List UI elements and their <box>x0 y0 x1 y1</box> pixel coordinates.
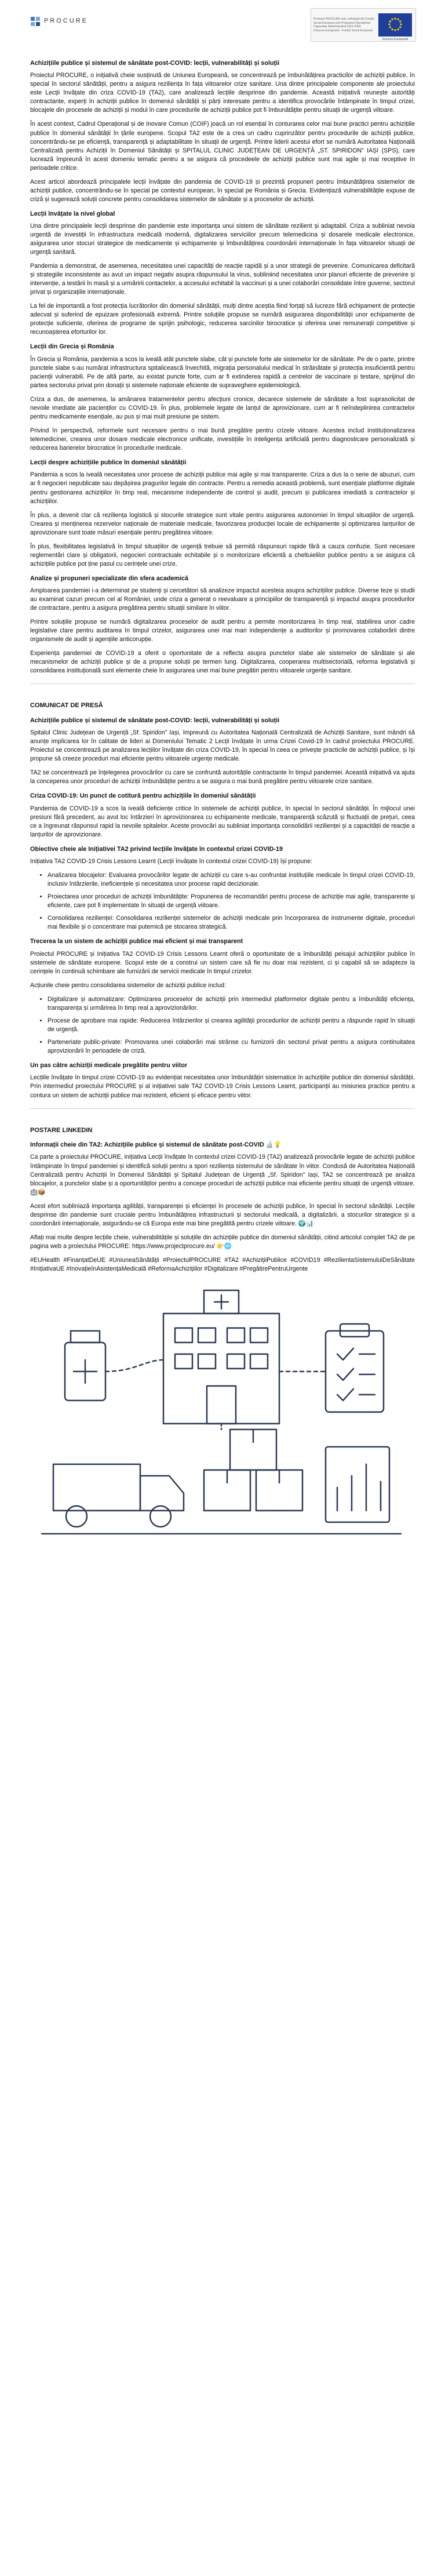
linkedin-paragraph: Acest efort subliniază importanța agilității, transparenței și eficienței în procesele de achiziții publice, în special în sectorul sănătății. Lecțiile desprinse din pandemie sunt cruciale pentru îmbunătățirea infrastructurii și sectorului medicală, a digitalizării, a stocurilor strategice și a coordonării internaționale, asigurându-se că Europa este mai bine pregătită pentru crizele viitoare. 🌍📊 <box>30 1202 415 1227</box>
press-paragraph: Pandemia de COVID-19 a scos la iveală deficiențe critice în sistemele de achiziții publice, în special în sectorul sănătății. În mijlocul unei presiuni fără precedent, au avut loc întârzieri în aprovizionarea cu echipamente medicale, transparență scăzută și fluctuații de prețuri, ceea ce a îngreunat răspunsul rapid la nevoile spitalelor. Aceste provocări au subliniat importanța consolidării rezilienței și a capacității de reacție a lanțurilor de aprovizionare. <box>30 805 415 838</box>
list-item: • Analizarea blocajelor: Evaluarea provocărilor legate de achiziții cu care s-au confruntat instituțiile medicale în timpul crizei COVID-19, inclusiv întârzierile, ineficiențele și necesitatea unor procese rapid decizionale. <box>48 871 415 889</box>
procurement-paragraph: În plus, a devenit clar că reziliența logistică și stocurile strategice sunt vitale pentru asigurarea autonomiei în timpul situațiilor de urgență. Crearea și menținerea rezervelor naționale de materiale medicale, favorizarea producției locale de echipamente și optimizarea lanțurilor de aprovizionare sunt toate măsuri esențiale pentru pregătirea viitoare. <box>30 511 415 536</box>
global-paragraph: La fel de importantă a fost protecția lucrătorilor din domeniul sănătății, mulți dintre aceștia fiind forțați să lucreze fără echipament de protecție adecvat și suferind de epuizare profesională extremă. Printre soluțiile propuse se numără asigurarea disponibilității unor echipamente de protecție suficiente, oferirea de programe de sprijin psihologic, reducerea sarcinilor birocratice și oferirea unei remunerații competitive și recunoașterea eforturilor lor. <box>30 303 415 336</box>
linkedin-post-heading: POSTARE LINKEDIN <box>30 1126 93 1134</box>
linkedin-paragraph: Aflați mai multe despre lecțiile cheie, vulnerabilitățile și soluțiile din achizițiile publice din domeniul sănătății, citind articolul complet TA2 de pe pagina web a proiectului PROCURE: https://www.projectprocure.eu/ 👉🌐 <box>30 1234 415 1250</box>
objectives-list <box>30 871 415 932</box>
heading-academic-analysis: Analize și propuneri specializate din sfera academică <box>30 574 189 582</box>
linkedin-paragraph: Ca parte a proiectului PROCURE, inițiativa Lecții învățate în contextul crizei COVID-19 (TA2) analizează provocările legate de achiziții publice întâmpinate în timpul pandemiei și identifică soluții pentru a spori reziliența sistemului de sănătate în viitor. Condusă de Autoritatea Națională Centralizată pentru Achiziții în Domeniul Sănătății și Spitalul Județean de Urgență „Sf. Spiridon” Iași, TA2 se concentrează pe analiza blocajelor, a punctelor slabe și a oportunităților pentru a concepe proceduri de achiziții publice mai eficiente pentru situații de urgență viitoare. 🏥📦 <box>30 1154 415 1196</box>
linkedin-post-title <box>30 1141 415 1149</box>
linkedin-hashtags: #EUHealth #FinanțatDeUE #UniuneaSănătății #ProiectulPROCURE #TA2 #AchizițiiPublice #COVID19 #RezilientaSistemuluiDeSănătate #InițiativaUE #InovațieînAsistențaMedicală #ReformaAchizițiilor #Digitalizare #PregătirePentruUrgente <box>30 1256 415 1272</box>
press-release-heading: COMUNICAT DE PRESĂ <box>30 702 103 710</box>
eu-funding-line-1: Proiectul PROCURE este cofinanțat din Fondul Social European prin Programul Operațional Capacitate Administrativă 2014-2020 <box>313 17 374 28</box>
eu-funding-banner <box>311 8 416 42</box>
heading-procurement-lessons: Lecții despre achizițiile publice în domeniul sănătății <box>30 459 187 467</box>
actions-list <box>30 995 415 1056</box>
list-item: • Proiectarea unor proceduri de achiziții îmbunătățite: Propunerea de recomandări pentru procese de achiziție mai agile, transparente și eficiente, care pot fi implementate în situații de urgență viitoare. <box>48 893 415 910</box>
press-paragraph: TA2 se concentrează pe înțelegerea provocărilor cu care se confruntă autoritățile contractante în timpul pandemiei. Această inițiativă va ajuta la conceperea unor proceduri de achiziții îmbunătățite pentru a se asigura o mai bună pregătire pentru viitoarele crize sanitare. <box>30 769 415 785</box>
press-paragraph: Proiectul PROCURE și Inițiativa TA2 COVID-19 Crisis Lessons Learnt oferă o oportunitate de a îmbunătăți peisajul achizițiilor publice în sistemele de sănătate europene. Scopul este de a construi un sistem care să fie nu doar mai rezistent, ci și capabil să se adapteze la cerințele în continuă schimbare ale furnizării de servicii medicale în timpul crizelor. <box>30 950 415 975</box>
intro-paragraph: Acest articol abordează principalele lecții învățate din pandemia de COVID-19 și prezintă propuneri pentru îmbunătățirea sistemelor de achiziții publice, concentrându-se în special pe contextul european, în special pe România și Grecia. Evidențiază vulnerabilitățile expuse de criză și sugerează soluții concrete pentru consolidarea sistemelor de sănătate și a proceselor de achiziții. <box>30 178 415 203</box>
procure-logo-text: PROCURE <box>44 17 89 25</box>
heading-efficient-system: Trecerea la un sistem de achiziții publice mai eficient și mai transparent <box>30 938 243 945</box>
heading-global-lessons: Lecții învățate la nivel global <box>30 210 115 217</box>
section-divider <box>30 1108 415 1109</box>
heading-ta2-objectives: Obiective cheie ale Inițiativei TA2 privind lecțiile învățate în contextul crizei COVID-19 <box>30 845 283 853</box>
greece-romania-paragraph: Privind în perspectivă, reformele sunt necesare pentru o mai bună pregătire pentru crizele viitoare. Acestea includ instituționalizarea telemedicinei, crearea unor dosare medicale electronice unificate, investițiile în inteligența artificială pentru diagnosticare personalizată și reducerea barierelor birocratice în procedurile medicale. <box>30 427 415 452</box>
clipboard-icon <box>326 1331 384 1412</box>
procurement-paragraph: Pandemia a scos la iveală necesitatea unor procese de achiziții publice mai agile și mai transparente. Criza a dus la o serie de abuzuri, cum ar fi negocieri nepublicate sau depășirea pragurilor legale din contracte. Pentru a remedia această problemă, sunt esențiale platforme digitale pentru gestionarea achizițiilor în timp real, mecanisme independente de control și audit, precum și publicarea imediată a contractelor și achizițiilor. <box>30 471 415 505</box>
procure-logo-icon <box>30 16 41 27</box>
section-divider <box>30 683 415 684</box>
press-paragraph: Acțiunile cheie pentru consolidarea sistemelor de achiziții publice includ: <box>30 981 227 989</box>
linkedin-title-text: Informații cheie din TA2: Achizițiile publice și sistemul de sănătate post-COVID <box>30 1141 264 1149</box>
list-item: • Procese de aprobare mai rapide: Reducerea întârzierilor și crearea agilității procedurilor de achiziții pentru a răspunde rapid în situații de urgență. <box>48 1017 415 1034</box>
procurement-paragraph: În plus, flexibilitatea legislativă în timpul situațiilor de urgență trebuie să permită răspunsuri rapide fără a cauza confuzie. Sunt necesare reglementări clare și obligatorii, negocieri contractuale echitabile și o monitorizare eficientă a cheltuielilor publice pentru a se asigura că achizițiile publice pot ține pasul cu cerințele unei crize. <box>30 543 415 567</box>
heading-greece-romania: Lecții din Grecia și România <box>30 343 114 351</box>
procurement-illustration <box>30 1279 415 1583</box>
eu-funding-text <box>311 16 378 34</box>
linkedin-title-emoji: 🔬💡 <box>265 1141 282 1149</box>
greece-romania-paragraph: În Grecia și România, pandemia a scos la iveală atât punctele slabe, cât și punctele forte ale sistemelor lor de sănătate. Pe de o parte, printre punctele slabe s-au numărat infrastructura spitalicească învechită, migrația personalului medical în străinătate și protecția insuficientă pentru pacienții vulnerabili. Pe de altă parte, au existat puncte forte, cum ar fi extinderea rapidă a centrelor de vaccinare și testare, sprijinul din partea sectorului privat prin donații și sistemele naționale eficiente de supraveghere epidemiologică. <box>30 355 415 389</box>
analysis-paragraph: Amploarea pandemiei i-a determinat pe studenți și cercetători să analizeze impactul acesteia asupra achizițiilor publice. Diverse teze și studii au examinat cazuri precum cel al României, unde criza a generat o reevaluare a principiilor de transparență și impactul asupra procedurilor de contractare, pentru a asigura pregătirea pentru situații similare în viitor. <box>30 587 415 612</box>
delivery-truck-icon <box>53 1464 140 1511</box>
healthcare-procurement-illustration <box>30 1279 413 1580</box>
eu-flag-caption: Uniunea Europeană <box>382 37 408 41</box>
list-item: • Parteneriate public-private: Promovarea unei colaborări mai strânse cu furnizorii din sectorul privat pentru a asigura continuitatea aprovizionării în perioadele de criză. <box>48 1038 415 1056</box>
press-paragraph: Inițiativa TA2 COVID-19 Crisis Lessons Learnt (Lecții învățate în contextul crizei COVID-19) își propune: <box>30 858 313 865</box>
global-paragraph: Pandemia a demonstrat, de asemenea, necesitatea unei capacități de reacție rapidă și a unor strategii de prevenire. Comunicarea deficitară și strategiile inconsistente au avut un impact negativ asupra răspunsului la virus, subliniind necesitatea unor planuri eficiente de prevenire și intervenție, a testării în masă și a urmăririi contactelor, a accesului echitabil la vaccinuri și a unei colaborări consolidate între guverne, sectorul privat și organizațiile internaționale. <box>30 263 415 296</box>
report-chart-icon <box>326 1447 389 1522</box>
list-item: • Digitalizare și automatizare: Optimizarea proceselor de achiziții prin intermediul platformelor digitale pentru a îmbunătăți eficiența, transparența și urmărirea în timp real a aprovizionărilor. <box>48 995 415 1013</box>
intro-paragraph: Proiectul PROCURE, o inițiativă cheie susținută de Uniunea Europeană, se concentrează pe îmbunătățirea practicilor de achiziții publice, în special în sectorul sănătății, pentru a asigura reziliența în fața viitoarelor crize sanitare. Una dintre principalele componente ale proiectului este Lecții învățate din criza COVID-19 (TA2), care analizează lecțiile desprinse din pandemie. Această inițiativă reunește autorități contractante, experți în achiziții publice în domeniul sănătății și părți interesate pentru a identifica provocările întâmpinate în timpul crizei, blocajele din procesele de achiziții și modul în care procedurile de achiziții publice pot fi îmbunătățite pentru situații de urgență viitoare. <box>30 72 415 114</box>
list-item: • Consolidarea rezilienței: Consolidarea rezilienței sistemelor de achiziții medicale prin încorporarea de instrumente digitale, proceduri mai flexibile și o concentrare mai puternică pe stocarea strategică. <box>48 914 415 932</box>
article-title: Achizițiile publice și sistemul de sănătate post-COVID: lecții, vulnerabilități și soluții <box>30 60 280 67</box>
procure-logo[interactable] <box>30 16 88 27</box>
heading-covid-turning-point: Criza COVID-19: Un punct de cotitură pentru achizițiile în domeniul sănătății <box>30 792 256 800</box>
press-paragraph: Lecțiile învățate în timpul crizei COVID-19 au evidențiat necesitatea unor îmbunătățiri sistematice în achizițiile publice din domeniul sănătății. Prin intermediul proiectului PROCURE și al inițiativei sale TA2 COVID-19 Crisis Lessons Learnt, participanții au misiunea practice pentru a contura un sistem de achiziții publice mai rezistent, eficient și eficace pentru viitor. <box>30 1074 415 1099</box>
eu-funding-line-2: Uniunea Europeană · Fondul Social European <box>313 28 373 32</box>
analysis-paragraph: Printre soluțiile propuse se numără digitalizarea proceselor de audit pentru a permite monitorizarea în timp real, stabilirea unor cadre legislative clare pentru auditarea în timpul crizelor, asigurarea unei mai mari independențe a auditorilor și promovarea colaborării dintre organismele de audit și agențiile anticorupție. <box>30 618 415 643</box>
heading-future-ready: Un pas către achiziții medicale pregătite pentru viitor <box>30 1062 188 1069</box>
intro-paragraph: În acest context, Cadrul Operațional și de Inovare Comun (COIF) joacă un rol esențial în conturarea celor mai bune practici pentru achizițiile publice în domeniul sănătății în țările europene. Scopul TA2 este de a crea un cadru cuprinzător pentru procedurile de achiziții publice, concentrându-se pe eficiență, transparență și adaptabilitate în situații de urgență. Printre liderii acestui efort se numără Autoritatea Națională Centralizată pentru Achiziții în Domeniul Sănătății și SPITALUL CLINIC JUDEȚEAN DE URGENȚĂ „ST. SPIRIDON” IAȘI (SPS), care lucrează împreună în acest domeniu tematic pentru a se asigura că procedeele de achiziții publice sunt mai agile și mai receptive în perioadele critice. <box>30 121 415 172</box>
press-release-title: Achizițiile publice și sistemul de sănătate post-COVID: lecții, vulnerabilități și soluții <box>30 716 280 724</box>
analysis-paragraph: Experiența pandemiei de COVID-19 a oferit o oportunitate de a reflecta asupra punctelor slabe ale sistemelor de sănătate și ale mecanismelor de achiziții publice și de a propune soluții pe termen lung. Digitalizarea, cooperarea multisectorială, reforma legislativă și consolidarea instituțională sunt elemente cheie în asigurarea unei mai bune pregătiri pentru viitoarele urgențe sanitare. <box>30 650 415 675</box>
greece-romania-paragraph: Criza a dus, de asemenea, la amânarea tratamentelor pentru afecțiuni cronice, decarece sistemele de sănătate a fost suprasolicitat de nevoile imediate ale pacienților cu COVID-19. În plus, problemele legate de lanțul de aprovizionare, cum ar fi neîndeplinirea contractelor pentru medicamente esențiale, au pus și mai mult presiune pe sistem. <box>30 395 415 420</box>
press-paragraph: Spitalul Clinic Județean de Urgență „Sf. Spiridon” Iași, împreună cu Autoritatea Națională Centralizată de Achiziții Sanitare, sunt mândri să anunțe implicarea lor în calitate de lideri ai Domeniului Tematic 2 Lecții învățate în urma Crizei Covid-19 în cadrul proiectului PROCURE. Proiectul se concentrează pe analizarea lecțiilor învățate din criza COVID-19, în special în ceea ce privește practicile de achiziții publice, și își propune să creeze proceduri mai eficiente pentru viitoarele urgențe medicale. <box>30 729 415 763</box>
global-paragraph: Una dintre principalele lecții desprinse din pandemie este importanța unui sistem de sănătate rezilient și adaptabil. Criza a subliniat nevoia urgentă de investiții în infrastructura medicală modernă, digitalizarea serviciilor precum telemedicina și dosarele medicale electronice, asigurarea unor stocuri strategice de medicamente și echipamente și îmbunătățirea coordonării internaționale în fața viitoarelor situații de urgență sanitară. <box>30 223 415 256</box>
page-header <box>0 0 445 53</box>
eu-flag-icon <box>378 13 412 41</box>
